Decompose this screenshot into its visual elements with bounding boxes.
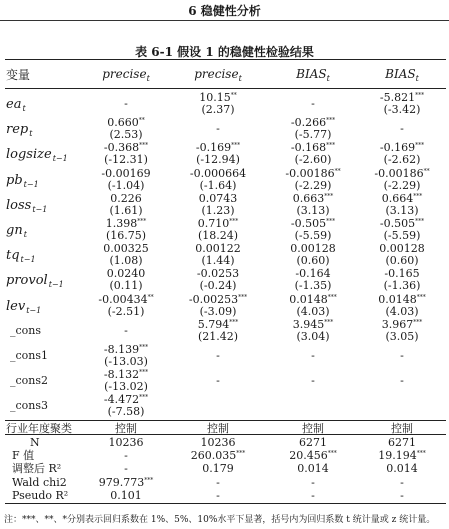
industry-cell: 控制 — [115, 422, 137, 435]
cell-stat: (-3.42) — [383, 103, 421, 116]
cell-coef: -8.139*** — [103, 343, 149, 356]
cell-stat: (-2.60) — [294, 153, 332, 167]
cell-coef: - — [216, 374, 220, 388]
cell-coef: 0.664*** — [381, 191, 423, 205]
industry-top-rule — [5, 420, 446, 421]
cell-stat: (-0.24) — [199, 279, 237, 293]
stat-label: Pseudo R² — [12, 488, 69, 502]
table-title: 表 6-1 假设 1 的稳健性检验结果 — [135, 45, 314, 59]
row-label-cons1: _cons1 — [10, 349, 49, 362]
section-header: 6 稳健性分析 — [188, 4, 261, 18]
row-label-provol: provol$_{t-1}$ — [6, 273, 64, 290]
stat-cell: 0.014 — [386, 462, 418, 476]
cell-stat: (-1.35) — [294, 279, 332, 293]
cell-stat: (-2.62) — [383, 153, 421, 167]
cell-stat: (-5.77) — [294, 128, 332, 142]
cell-coef: 0.710*** — [197, 217, 239, 230]
cell-stat: (-5.59) — [383, 229, 421, 242]
stat-label: F 值 — [12, 449, 35, 463]
cell-coef: - — [216, 122, 220, 136]
cell-coef: -0.00169 — [101, 166, 151, 180]
column-header-3: $BIAS_t$ — [296, 67, 330, 83]
cell-coef: - — [400, 349, 404, 362]
cell-coef: - — [311, 349, 315, 362]
cell-coef: -0.368*** — [103, 141, 149, 155]
cell-stat: (21.42) — [197, 329, 239, 343]
cell-coef: -0.00253*** — [188, 292, 248, 306]
row-label-loss: loss$_{t-1}$ — [6, 197, 48, 214]
cell-coef: 10.15** — [199, 91, 237, 104]
cell-coef: 5.794*** — [197, 317, 239, 331]
stat-cell: 979.773*** — [98, 475, 154, 489]
cell-coef: 0.0148*** — [378, 292, 426, 306]
cell-coef: - — [311, 374, 315, 388]
cell-stat: (-5.59) — [294, 229, 332, 242]
cell-coef: -8.132*** — [103, 368, 149, 382]
cell-stat: (4.03) — [385, 304, 419, 318]
variable-column-header: 变量 — [6, 68, 31, 82]
stat-cell: - — [216, 488, 220, 502]
row-label-cons2: _cons2 — [10, 374, 49, 388]
row-label-logsize: logsize$_{t-1}$ — [6, 147, 68, 164]
stat-cell: 0.179 — [202, 462, 234, 476]
cell-coef: 0.00128 — [379, 242, 425, 256]
cell-stat: (-2.29) — [294, 178, 332, 192]
industry-cell: 控制 — [391, 422, 413, 435]
cell-stat: (-7.58) — [107, 405, 145, 419]
industry-cell: 控制 — [302, 422, 324, 435]
cell-coef: 0.660** — [107, 116, 145, 130]
cell-stat: (-2.51) — [107, 304, 145, 318]
cell-stat: (1.08) — [109, 254, 143, 268]
cell-stat: (3.04) — [296, 329, 330, 343]
cell-coef: 0.00325 — [103, 242, 149, 256]
stat-label: Wald chi2 — [12, 475, 67, 489]
stat-cell: - — [124, 462, 128, 476]
stat-cell: 6271 — [299, 436, 327, 449]
cell-stat: (0.60) — [385, 254, 419, 268]
cell-stat: (0.60) — [296, 254, 330, 268]
row-label-pb: $pb_{t-1}$ — [6, 172, 39, 189]
cell-stat: (2.37) — [201, 103, 235, 116]
row-label-rep: rep$_t$ — [6, 122, 33, 139]
table-bottom-rule — [5, 503, 446, 504]
row-label-cons3: _cons3 — [10, 399, 49, 413]
cell-stat: (4.03) — [296, 304, 330, 318]
column-header-1: precise$_t$ — [102, 67, 150, 83]
cell-stat: (-2.29) — [383, 178, 421, 192]
header-divider — [0, 20, 449, 21]
cell-coef: -0.168*** — [290, 141, 336, 155]
cell-coef: - — [400, 374, 404, 388]
stat-label: 调整后 R² — [12, 462, 62, 476]
cell-coef: 0.00122 — [195, 242, 241, 256]
cell-stat: (1.23) — [201, 203, 235, 217]
stat-cell: 0.101 — [110, 488, 142, 502]
cell-stat: (-1.04) — [107, 178, 145, 192]
stat-cell: 20.456*** — [289, 449, 337, 463]
cell-coef: -0.00434** — [98, 292, 154, 306]
cell-stat: (-12.31) — [104, 153, 148, 167]
cell-coef: 1.398*** — [105, 217, 147, 230]
stat-cell: 6271 — [388, 436, 416, 449]
stat-cell: 0.014 — [297, 462, 329, 476]
stat-cell: - — [400, 475, 404, 489]
cell-coef: 3.967*** — [381, 317, 423, 331]
industry-cell: 控制 — [207, 422, 229, 435]
row-label-ea: $ea_t$ — [6, 97, 26, 113]
cell-stat: (3.13) — [296, 203, 330, 217]
cell-stat: (-12.94) — [196, 153, 240, 167]
cell-stat: (18.24) — [197, 229, 239, 242]
cell-coef: - — [216, 349, 220, 362]
cell-stat: (-1.64) — [199, 178, 237, 192]
cell-coef: -0.00186** — [374, 166, 430, 180]
cell-coef: -0.169*** — [379, 141, 425, 155]
cell-coef: -0.165 — [384, 267, 420, 281]
row-label-tq: $tq_{t-1}$ — [6, 248, 36, 265]
cell-coef: -0.266*** — [290, 116, 336, 130]
cell-coef: 0.0743 — [198, 191, 238, 205]
cell-coef: 0.663*** — [292, 191, 334, 205]
cell-stat: (16.75) — [105, 229, 147, 242]
stat-cell: 10236 — [200, 436, 236, 449]
cell-coef: 3.945*** — [292, 317, 334, 331]
column-header-2: precise$_t$ — [194, 67, 242, 83]
table-note: 注：***、**、*分别表示回归系数在 1%、5%、10%水平下显著，括号内为回归系数 t 统计量或 z 统计量。 — [4, 515, 436, 525]
stat-cell: - — [124, 449, 128, 463]
cell-coef: -0.505*** — [379, 217, 425, 230]
stat-cell: - — [400, 488, 404, 502]
cell-stat: (2.53) — [109, 128, 143, 142]
cell-coef: - — [400, 122, 404, 136]
stat-cell: - — [216, 475, 220, 489]
cell-stat: (-1.36) — [383, 279, 421, 293]
cell-coef: -0.00186** — [285, 166, 341, 180]
stat-cell: - — [311, 488, 315, 502]
stat-label: N — [30, 436, 40, 449]
industry-row-label: 行业年度聚类 — [6, 422, 72, 435]
stat-cell: - — [311, 475, 315, 489]
cell-coef: -5.821*** — [379, 91, 425, 104]
cell-coef: 0.0148*** — [289, 292, 337, 306]
cell-coef: -0.169*** — [195, 141, 241, 155]
stat-cell: 19.194*** — [378, 449, 426, 463]
cell-stat: (3.05) — [385, 329, 419, 343]
cell-coef: -4.472*** — [103, 393, 149, 407]
cell-stat: (-13.02) — [104, 380, 148, 394]
column-header-4: $BIAS_t$ — [385, 67, 419, 83]
stat-cell: 260.035*** — [190, 449, 246, 463]
cell-coef: 0.00128 — [290, 242, 336, 256]
cell-stat: (1.44) — [201, 254, 235, 268]
cell-coef: 0.226 — [110, 191, 142, 205]
cell-coef: -0.0253 — [196, 267, 240, 281]
cell-stat: (0.11) — [109, 279, 143, 293]
cell-coef: 0.0240 — [106, 267, 146, 281]
cell-coef: -0.505*** — [290, 217, 336, 230]
row-label-lev: lev$_{t-1}$ — [6, 298, 42, 315]
table-top-rule — [5, 59, 446, 60]
cell-coef: - — [311, 97, 315, 110]
cell-stat: (-3.09) — [199, 304, 237, 318]
cell-stat: (1.61) — [109, 203, 143, 217]
row-label-cons: _cons — [10, 323, 42, 337]
cell-stat: (-13.03) — [104, 355, 148, 368]
row-label-gn: $gn_t$ — [6, 223, 27, 239]
stat-cell: 10236 — [108, 436, 144, 449]
cell-coef: -0.164 — [295, 267, 331, 281]
header-rule — [5, 88, 446, 89]
cell-stat: (3.13) — [385, 203, 419, 217]
cell-coef: - — [124, 323, 128, 337]
cell-coef: -0.000664 — [189, 166, 247, 180]
cell-coef: - — [124, 97, 128, 110]
